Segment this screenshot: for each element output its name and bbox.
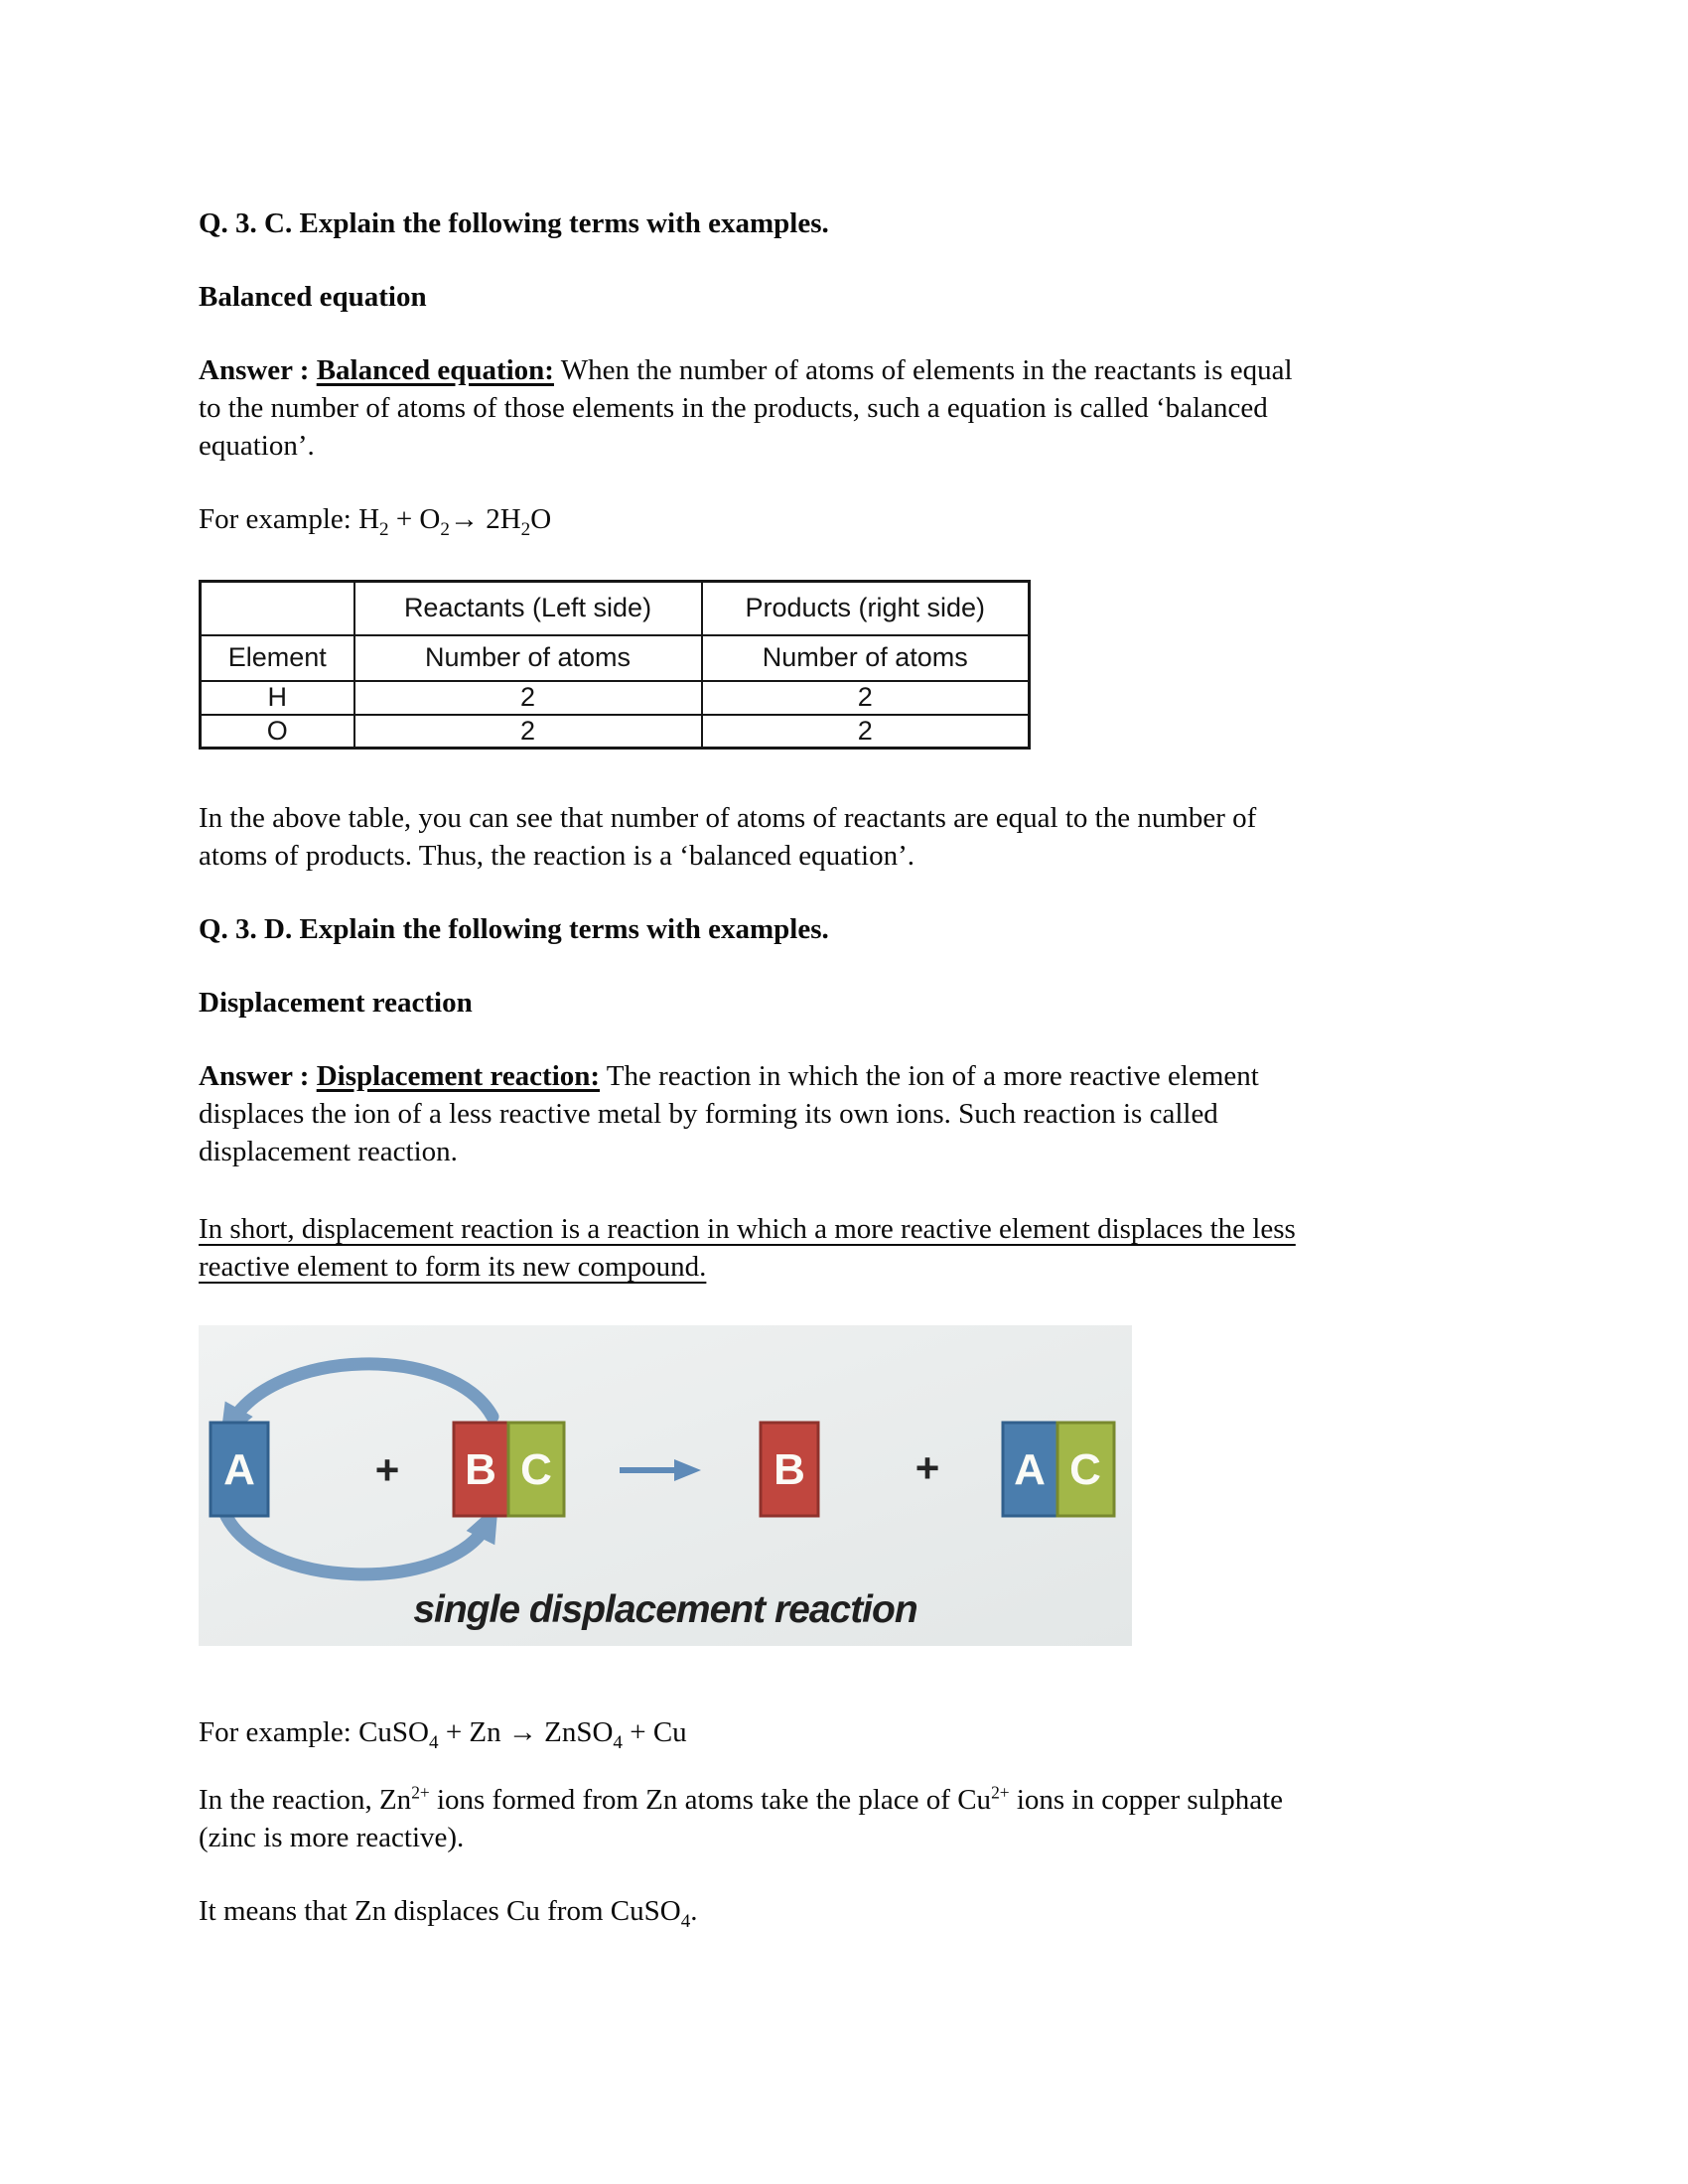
formula-text: → 2H bbox=[449, 503, 521, 535]
formula-text: + Zn → ZnSO bbox=[438, 1716, 614, 1748]
element-label-c: C bbox=[520, 1445, 552, 1494]
formula-text: For example: H bbox=[199, 503, 380, 535]
table-row bbox=[201, 681, 1030, 715]
reaction-explanation bbox=[199, 1781, 1509, 1856]
formula-text: O bbox=[530, 503, 552, 535]
table-row bbox=[201, 582, 1030, 635]
answer-text: The reaction in which the ion of a more reactive element bbox=[600, 1060, 1259, 1092]
table-row bbox=[201, 635, 1030, 681]
text-line: In the above table, you can see that number of atoms of reactants are equal to the number of bbox=[199, 802, 1257, 834]
formula-text: For example: CuSO bbox=[199, 1716, 429, 1748]
table-cell: H bbox=[201, 681, 354, 715]
table-row bbox=[201, 715, 1030, 749]
formula-text: . bbox=[690, 1895, 698, 1927]
table-cell: 2 bbox=[702, 715, 1030, 749]
answer-label: Answer : bbox=[199, 1060, 317, 1092]
table-cell: 2 bbox=[702, 681, 1030, 715]
table-cell: 2 bbox=[354, 715, 702, 749]
formula-superscript: 2+ bbox=[991, 1782, 1010, 1803]
table-cell: O bbox=[201, 715, 354, 749]
formula-subscript: 2 bbox=[440, 518, 450, 540]
formula-superscript: 2+ bbox=[411, 1782, 430, 1803]
table-cell: 2 bbox=[354, 681, 702, 715]
text-line: atoms of products. Thus, the reaction is a ‘balanced equation’. bbox=[199, 840, 915, 872]
answer-text: When the number of atoms of elements in the reactants is equal bbox=[553, 354, 1293, 386]
answer-label: Answer : bbox=[199, 354, 317, 386]
answer-term: Displacement reaction: bbox=[316, 1060, 601, 1092]
example-equation-copper-sulphate bbox=[199, 1713, 1509, 1751]
answer-displacement-reaction bbox=[199, 1057, 1509, 1170]
formula-text: + O bbox=[388, 503, 441, 535]
term-title-displacement-reaction: Displacement reaction bbox=[199, 987, 473, 1019]
element-label-c-product: C bbox=[1069, 1445, 1101, 1494]
text-line: (zinc is more reactive). bbox=[199, 1822, 465, 1853]
question-3d-heading: Q. 3. D. Explain the following terms with examples. bbox=[199, 913, 829, 945]
diagram-image bbox=[199, 1325, 1132, 1646]
text-line: displaces the ion of a less reactive metal by forming its own ions. Such reaction is called bbox=[199, 1098, 1218, 1130]
table-cell bbox=[201, 582, 354, 635]
table-cell: Element bbox=[201, 635, 354, 681]
plus-sign: + bbox=[914, 1444, 940, 1491]
formula-subscript: 2 bbox=[520, 518, 531, 540]
element-label-b: B bbox=[465, 1445, 496, 1494]
atoms-count-table bbox=[199, 580, 1031, 750]
formula-text: ions in copper sulphate bbox=[1009, 1784, 1284, 1816]
displacement-reaction-diagram bbox=[199, 1325, 1132, 1646]
table-cell: Reactants (Left side) bbox=[354, 582, 702, 635]
formula-text: In the reaction, Zn bbox=[199, 1784, 412, 1816]
table-explanation bbox=[199, 799, 1509, 875]
text-line: displacement reaction. bbox=[199, 1136, 458, 1167]
in-short-note bbox=[199, 1210, 1509, 1286]
underlined-text-line: reactive element to form its new compound. bbox=[199, 1251, 707, 1283]
question-3c-heading: Q. 3. C. Explain the following terms with examples. bbox=[199, 207, 829, 239]
term-title-balanced-equation: Balanced equation bbox=[199, 281, 427, 313]
conclusion-text bbox=[199, 1892, 1509, 1930]
formula-text: ions formed from Zn atoms take the place of Cu bbox=[429, 1784, 992, 1816]
answer-term: Balanced equation: bbox=[316, 354, 554, 386]
example-equation-water bbox=[199, 500, 1509, 538]
diagram-caption: single displacement reaction bbox=[413, 1588, 917, 1631]
text-line bbox=[199, 351, 1509, 389]
formula-subscript: 4 bbox=[613, 1731, 623, 1753]
formula-subscript: 4 bbox=[429, 1731, 439, 1753]
text-line: equation’. bbox=[199, 430, 315, 462]
formula-text: + Cu bbox=[622, 1716, 687, 1748]
text-line bbox=[199, 1781, 1509, 1819]
answer-balanced-equation bbox=[199, 351, 1509, 465]
element-label-a: A bbox=[223, 1445, 255, 1494]
formula-text: It means that Zn displaces Cu from CuSO bbox=[199, 1895, 681, 1927]
text-line bbox=[199, 1057, 1509, 1095]
text-line: to the number of atoms of those elements in the products, such a equation is called ‘balanced bbox=[199, 392, 1268, 424]
table-cell: Products (right side) bbox=[702, 582, 1030, 635]
plus-sign: + bbox=[374, 1446, 400, 1493]
element-label-b-product: B bbox=[774, 1445, 805, 1494]
table-cell: Number of atoms bbox=[354, 635, 702, 681]
formula-subscript: 2 bbox=[379, 518, 389, 540]
table-cell: Number of atoms bbox=[702, 635, 1030, 681]
element-label-a-product: A bbox=[1014, 1445, 1046, 1494]
formula-subscript: 4 bbox=[680, 1910, 691, 1932]
underlined-text-line: In short, displacement reaction is a reaction in which a more reactive element displaces the less bbox=[199, 1213, 1296, 1245]
